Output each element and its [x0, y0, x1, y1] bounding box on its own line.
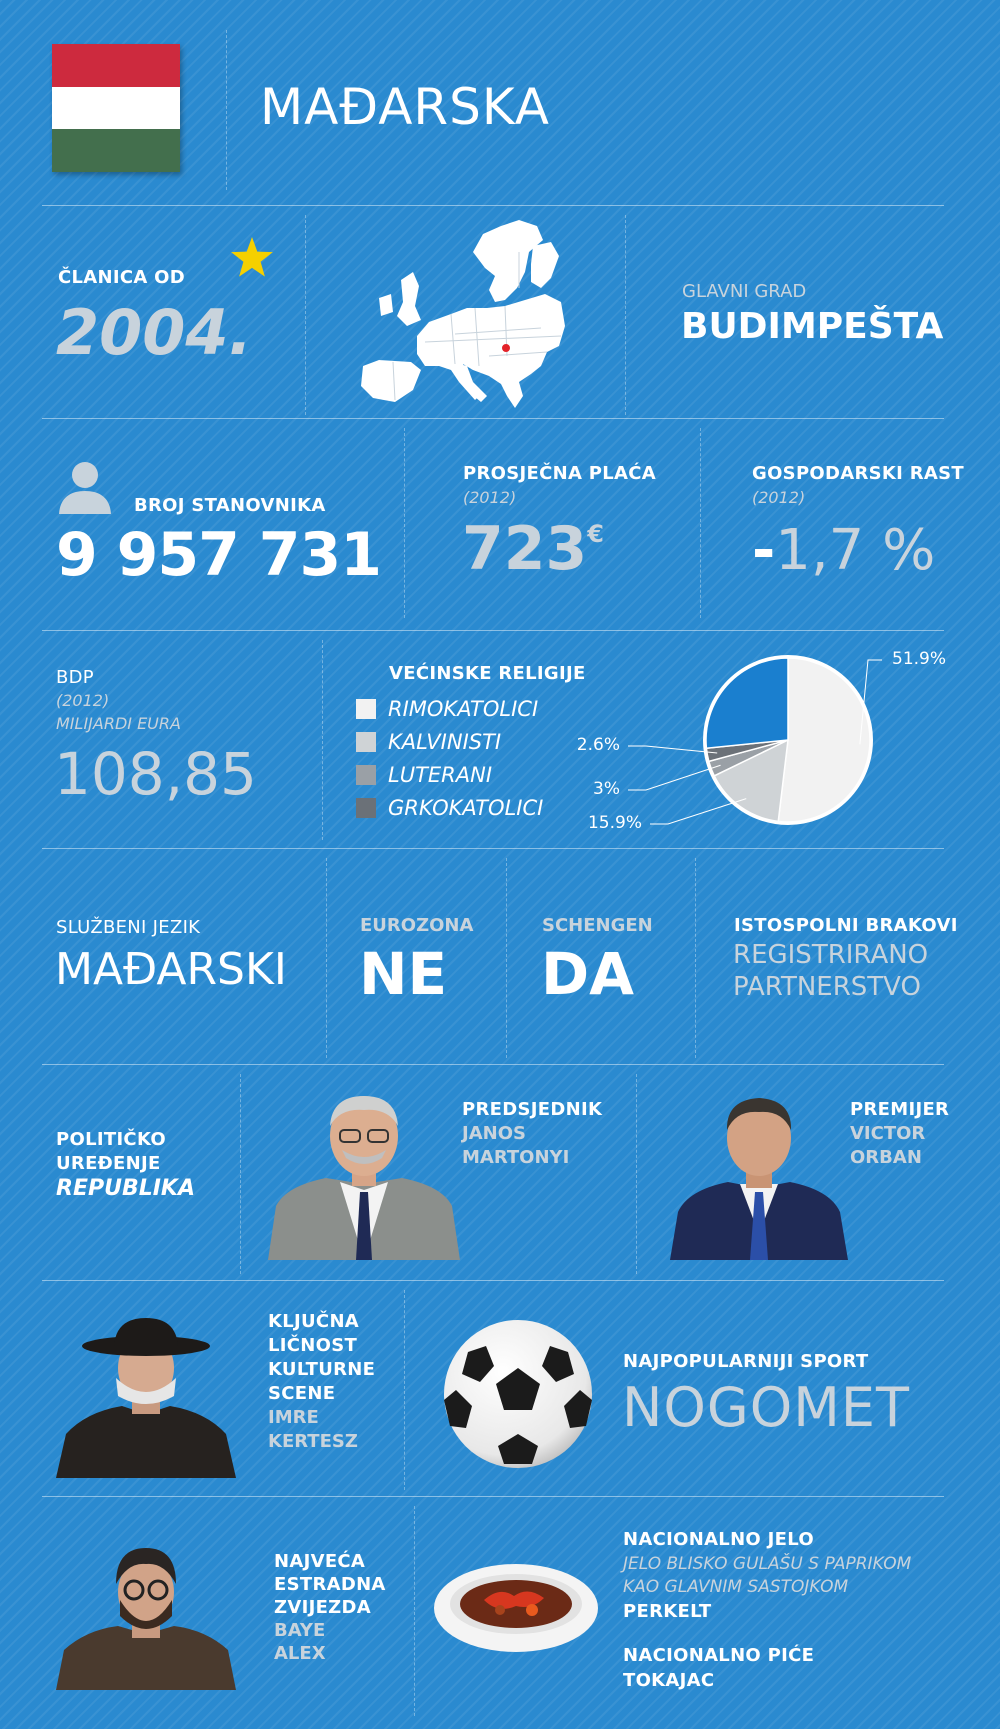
dish-desc-1: JELO BLISKO GULAŠU S PAPRIKOM	[623, 1554, 912, 1574]
membership-label: ČLANICA OD	[58, 267, 186, 288]
star-last: ALEX	[274, 1643, 326, 1664]
population-value: 9 957 731	[56, 520, 382, 590]
president-first: JANOS	[462, 1123, 526, 1144]
language-label: SLUŽBENI JEZIK	[56, 917, 201, 938]
star-l3: ZVIJEZDA	[274, 1597, 371, 1618]
culture-l3: KULTURNE	[268, 1359, 376, 1380]
culture-last: KERTESZ	[268, 1431, 358, 1452]
politics-value: REPUBLIKA	[56, 1176, 196, 1201]
pie-data-label: 2.6%	[576, 735, 620, 755]
capital-value: BUDIMPEŠTA	[681, 306, 944, 347]
legend-item	[356, 692, 543, 725]
president-photo	[266, 1086, 462, 1260]
dish-value: PERKELT	[623, 1601, 712, 1622]
pie-leader-line	[628, 765, 721, 790]
growth-label: GOSPODARSKI RAST	[752, 463, 964, 484]
kertesz-photo	[56, 1316, 236, 1478]
sport-value: NOGOMET	[622, 1376, 910, 1439]
language-value: MAĐARSKI	[55, 944, 287, 995]
budapest-marker	[502, 344, 510, 352]
premier-photo	[670, 1084, 848, 1260]
culture-l4: SCENE	[268, 1383, 336, 1404]
star-l1: NAJVEĆA	[274, 1551, 366, 1572]
gdp-label: BDP	[56, 667, 94, 688]
culture-l2: LIČNOST	[268, 1335, 358, 1356]
drink-value: TOKAJAC	[623, 1670, 715, 1691]
legend-swatch	[356, 699, 376, 719]
drink-label: NACIONALNO PIĆE	[623, 1645, 815, 1666]
pie-data-label: 15.9%	[587, 813, 642, 833]
legend-item	[356, 725, 543, 758]
football-icon	[440, 1316, 596, 1472]
baye-alex-photo	[56, 1546, 236, 1690]
pie-data-label: 51.9%	[892, 649, 947, 669]
religion-pie-chart	[576, 640, 950, 840]
gdp-unit: MILIJARDI EURA	[56, 714, 181, 733]
dish-label: NACIONALNO JELO	[623, 1529, 814, 1550]
culture-l1: KLJUČNA	[268, 1311, 360, 1332]
legend-item	[356, 791, 543, 824]
legend-item	[356, 758, 543, 791]
legend-swatch	[356, 732, 376, 752]
star-l2: ESTRADNA	[274, 1574, 386, 1595]
president-title: PREDSJEDNIK	[462, 1099, 603, 1120]
gdp-value: 108,85	[54, 740, 257, 808]
capital-label: GLAVNI GRAD	[682, 281, 807, 302]
perkelt-dish-icon	[432, 1556, 600, 1656]
samesex-line1: REGISTRIRANO	[733, 940, 929, 970]
pie-slice-rimokatolici	[778, 658, 870, 822]
schengen-label: SCHENGEN	[542, 915, 653, 936]
president-last: MARTONYI	[462, 1147, 570, 1168]
europe-map-icon	[355, 216, 570, 416]
growth-value	[752, 518, 935, 583]
religions-title: VEĆINSKE RELIGIJE	[389, 663, 586, 684]
population-label: BROJ STANOVNIKA	[134, 495, 326, 516]
premier-first: VICTOR	[850, 1123, 926, 1144]
growth-sign: -	[752, 518, 776, 583]
culture-first: IMRE	[268, 1407, 319, 1428]
salary-label: PROSJEČNA PLAĆA	[463, 463, 657, 484]
star-first: BAYE	[274, 1620, 326, 1641]
premier-last: ORBAN	[850, 1147, 922, 1168]
legend-swatch	[356, 765, 376, 785]
eurozone-label: EUROZONA	[360, 915, 474, 936]
samesex-label: ISTOSPOLNI BRAKOVI	[734, 915, 958, 936]
country-title: MAĐARSKA	[260, 78, 551, 136]
salary-currency: €	[587, 520, 604, 548]
eu-star-icon	[230, 236, 274, 278]
pie-slice-ostalo	[706, 658, 788, 748]
legend-label: RIMOKATOLICI	[388, 696, 539, 721]
salary-year: (2012)	[463, 488, 517, 507]
hungary-flag-icon	[52, 44, 180, 172]
pie-data-label: 3%	[593, 779, 620, 799]
sport-label: NAJPOPULARNIJI SPORT	[623, 1351, 869, 1372]
salary-amount: 723	[462, 514, 588, 584]
legend-label: GRKOKATOLICI	[388, 795, 544, 820]
premier-title: PREMIJER	[850, 1099, 950, 1120]
politics-label-1: POLITIČKO	[56, 1129, 166, 1150]
legend-swatch	[356, 798, 376, 818]
legend-label: LUTERANI	[388, 762, 493, 787]
salary-value	[462, 514, 604, 584]
samesex-line2: PARTNERSTVO	[733, 972, 921, 1002]
eurozone-value: NE	[359, 940, 448, 1008]
schengen-value: DA	[541, 940, 635, 1008]
growth-number: 1,7 %	[775, 518, 936, 583]
growth-year: (2012)	[752, 488, 806, 507]
person-icon	[56, 458, 114, 516]
religions-legend	[356, 692, 543, 824]
legend-label: KALVINISTI	[388, 729, 502, 754]
dish-desc-2: KAO GLAVNIM SASTOJKOM	[623, 1577, 849, 1597]
politics-label-2: UREĐENJE	[56, 1153, 161, 1174]
membership-year: 2004.	[56, 296, 253, 369]
gdp-year: (2012)	[56, 691, 110, 710]
